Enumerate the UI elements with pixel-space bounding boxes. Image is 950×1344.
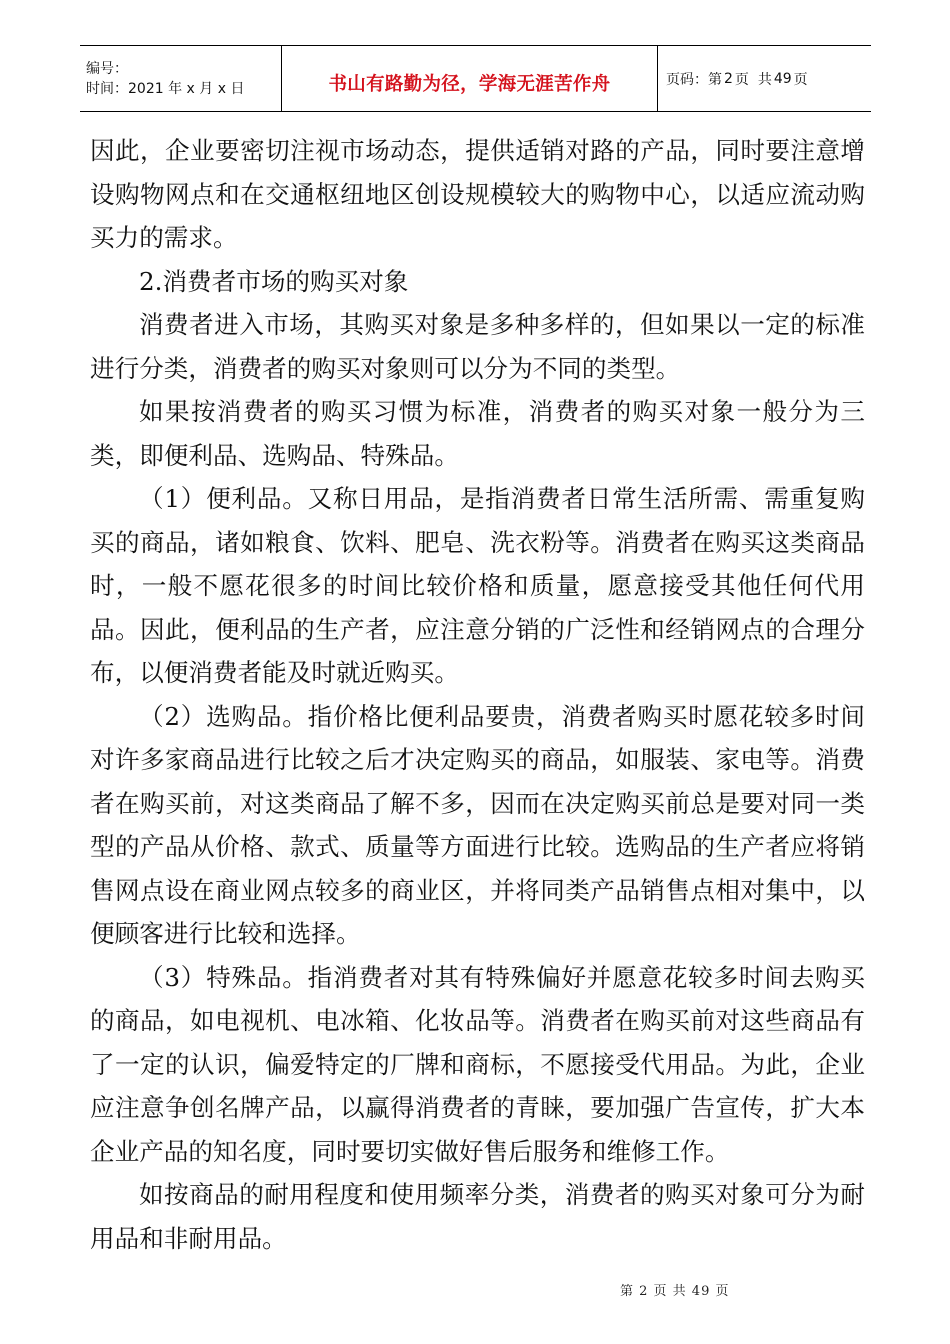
list-item-specialty-goods: （3）特殊品。指消费者对其有特殊偏好并愿意花较多时间去购买的商品，如电视机、电冰箱、化妆品等。消费者在购买前对这些商品有了一定的认识，偏爱特定的厂牌和商标，不愿接受代用品。为此，企业应注意争创名牌产品，以赢得消费者的青睐，要加强广告宣传，扩大本企业产品的知名度，同时要切实做好售后服务和维修工作。 [90,962,865,1166]
page-label-prefix: 页码：第 [666,71,722,88]
body-text [90,129,865,1260]
serial-number-label: 编号： [86,60,128,77]
header-page-cell [658,46,871,111]
page-header [80,45,871,112]
header-motto-cell [282,46,658,111]
header-meta-cell [80,46,282,111]
page-label-mid: 页 共 [734,71,772,88]
page-current-number: 2 [724,70,733,87]
list-item-convenience-goods: （1）便利品。又称日用品，是指消费者日常生活所需、需重复购买的商品，诸如粮食、饮料、肥皂、洗衣粉等。消费者在购买这类商品时，一般不愿花很多的时间比较价格和质量，愿意接受其他任何代用品。因此，便利品的生产者，应注意分销的广泛性和经销网点的合理分布，以便消费者能及时就近购买。 [90,484,865,687]
paragraph-continuation: 因此，企业要密切注视市场动态，提供适销对路的产品，同时要注意增设购物网点和在交通枢纽地区创设规模较大的购物中心，以适应流动购买力的需求。 [90,136,865,252]
list-item-shopping-goods: （2）选购品。指价格比便利品要贵，消费者购买时愿花较多时间对许多家商品进行比较之后才决定购买的商品，如服装、家电等。消费者在购买前，对这类商品了解不多，因而在决定购买前总是要对同一类型的产品从价格、款式、质量等方面进行比较。选购品的生产者应将销售网点设在商业网点较多的商业区，并将同类产品销售点相对集中，以便顾客进行比较和选择。 [90,701,865,948]
page-footer-number: 第 2 页 共 49 页 [620,1284,730,1299]
page-label-suffix: 页 [793,71,808,88]
paragraph: 如果按消费者的购买习惯为标准，消费者的购买对象一般分为三类，即便利品、选购品、特殊品。 [90,397,865,470]
date-label: 时间：2021 年 x 月 x 日 [86,80,245,97]
page-total-number: 49 [773,70,792,87]
paragraph: 如按商品的耐用程度和使用频率分类，消费者的购买对象可分为耐用品和非耐用品。 [90,1180,865,1253]
motto-text: 书山有路勤为径，学海无涯苦作舟 [328,73,611,95]
section-heading: 2.消费者市场的购买对象 [139,266,409,296]
paragraph: 消费者进入市场，其购买对象是多种多样的，但如果以一定的标准进行分类，消费者的购买对象则可以分为不同的类型。 [90,310,865,383]
